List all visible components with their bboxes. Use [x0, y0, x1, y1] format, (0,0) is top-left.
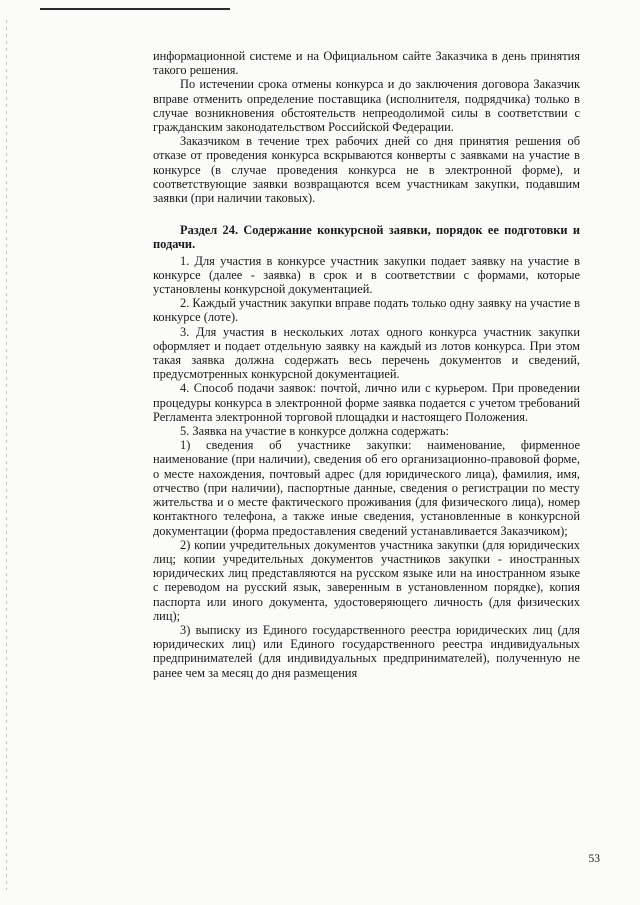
clause-5: 5. Заявка на участие в конкурсе должна содержать:: [180, 424, 449, 439]
paragraph-envelopes-return: Заказчиком в течение трех рабочих дней со дня принятия решения об отказе от проведения конкурса вскрываются конверты с заявками на участие в конкурсе (в случае проведения конкурса не в электронной форме), и соответствующие заявки возвращаются всем участникам закупки, подавшим заявки (при наличии таковых).: [153, 134, 580, 206]
clause-3: 3. Для участия в нескольких лотах одного конкурса участник закупки оформляет и подает отдельную заявку на каждый из лотов конкурса. При этом такая заявка должна содержать весь перечень документов и сведений, предусмотренных конкурсной документацией.: [153, 324, 580, 382]
clause-2: 2. Каждый участник закупки вправе подать только одну заявку на участие в конкурсе (лоте).: [153, 296, 580, 325]
paragraph-continuation: информационной системе и на Официальном сайте Заказчика в день принятия такого решения.: [153, 49, 580, 78]
clause-4: 4. Способ подачи заявок: почтой, лично или с курьером. При проведении процедуры конкурса в электронной форме заявка подается с учетом требований Регламента электронной торговой площадки и настоящего Положения.: [153, 381, 580, 424]
page-number: 53: [588, 853, 600, 865]
clause-5-item-3: 3) выписку из Единого государственного реестра юридических лиц (для юридических лиц) или Единого государственного реестра индивидуальных предпринимателей (для индивидуальных предпринимателей), полученную не ранее чем за месяц до дня размещения: [153, 622, 580, 680]
scan-edge: [6, 20, 7, 890]
clause-5-item-2: 2) копии учредительных документов участника закупки (для юридических лиц; копии учредительных документов участников закупки - иностранных юридических лиц представляются на русском языке или на иностранном языке с переводом на русский язык, заверенным в установленном порядке), копия паспорта или иного документа, удостоверяющего личность (для физических лиц);: [153, 537, 580, 623]
section-heading: Раздел 24. Содержание конкурсной заявки, порядок ее подготовки и подачи.: [153, 223, 580, 252]
clause-5-item-1: 1) сведения об участнике закупки: наименование, фирменное наименование (при наличии), сведения об его организационно-правовой форме, о месте нахождения, почтовый адрес (для юридического лица), фамилия, имя, отчество (при наличии), паспортные данные, сведения о регистрации по месту жительства и о месте фактического проживания (для физического лица), номер контактного телефона, а также иные сведения, установленные в конкурсной документации (форма предоставления сведений устанавливается Заказчиком);: [153, 438, 580, 538]
top-rule: [40, 8, 230, 10]
paragraph-contract-cancellation: По истечении срока отмены конкурса и до заключения договора Заказчик вправе отменить определение поставщика (исполнителя, подрядчика) только в случае возникновения обстоятельств непреодолимой силы в соответствии с гражданским законодательством Российской Федерации.: [153, 77, 580, 135]
document-body: [153, 49, 580, 680]
clause-1: 1. Для участия в конкурсе участник закупки подает заявку на участие в конкурсе (далее - заявка) в срок и в соответствии с формами, которые установлены конкурсной документацией.: [153, 253, 580, 297]
